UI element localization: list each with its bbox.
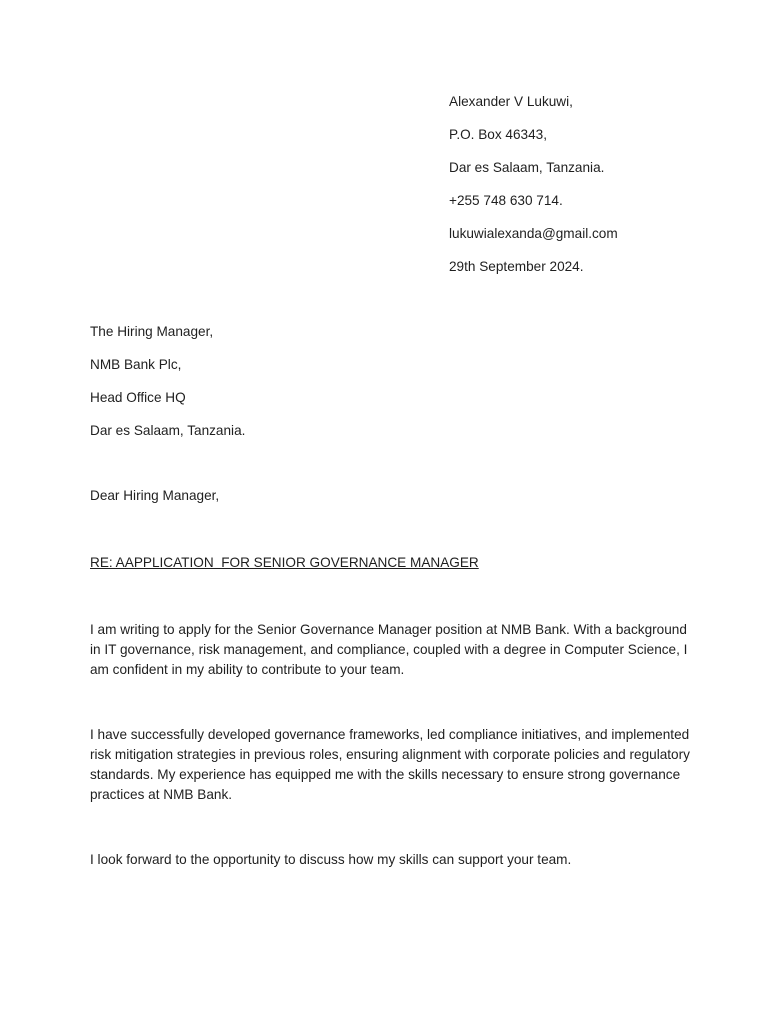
sender-po-box: P.O. Box 46343, [449, 127, 547, 142]
subject-line: RE: AAPPLICATION FOR SENIOR GOVERNANCE MANAGER [90, 555, 479, 570]
body-paragraph-1: I am writing to apply for the Senior Governance Manager position at NMB Bank. With a background in IT governance, risk management, and compliance, coupled with a degree in Computer Science, I am confident in my ability to contribute to your team. [90, 622, 688, 677]
sender-email: lukuwialexanda@gmail.com [449, 226, 618, 241]
body-paragraph-2: I have successfully developed governance frameworks, led compliance initiatives, and implemented risk mitigation strategies in previous roles, ensuring alignment with corporate policies and regulatory standards. My experience has equipped me with the skills necessary to ensure strong governance practices at NMB Bank. [90, 727, 690, 802]
salutation: Dear Hiring Manager, [90, 488, 220, 503]
sender-city: Dar es Salaam, Tanzania. [449, 160, 605, 175]
recipient-company: NMB Bank Plc, [90, 357, 182, 372]
body-paragraph-3: I look forward to the opportunity to discuss how my skills can support your team. [90, 852, 572, 867]
sender-address-block [449, 93, 618, 291]
letter-date: 29th September 2024. [449, 259, 584, 274]
sender-phone: +255 748 630 714. [449, 193, 563, 208]
recipient-title: The Hiring Manager, [90, 324, 214, 339]
recipient-address-block [90, 323, 245, 455]
recipient-city: Dar es Salaam, Tanzania. [90, 423, 246, 438]
recipient-office: Head Office HQ [90, 390, 186, 405]
sender-name: Alexander V Lukuwi, [449, 94, 573, 109]
